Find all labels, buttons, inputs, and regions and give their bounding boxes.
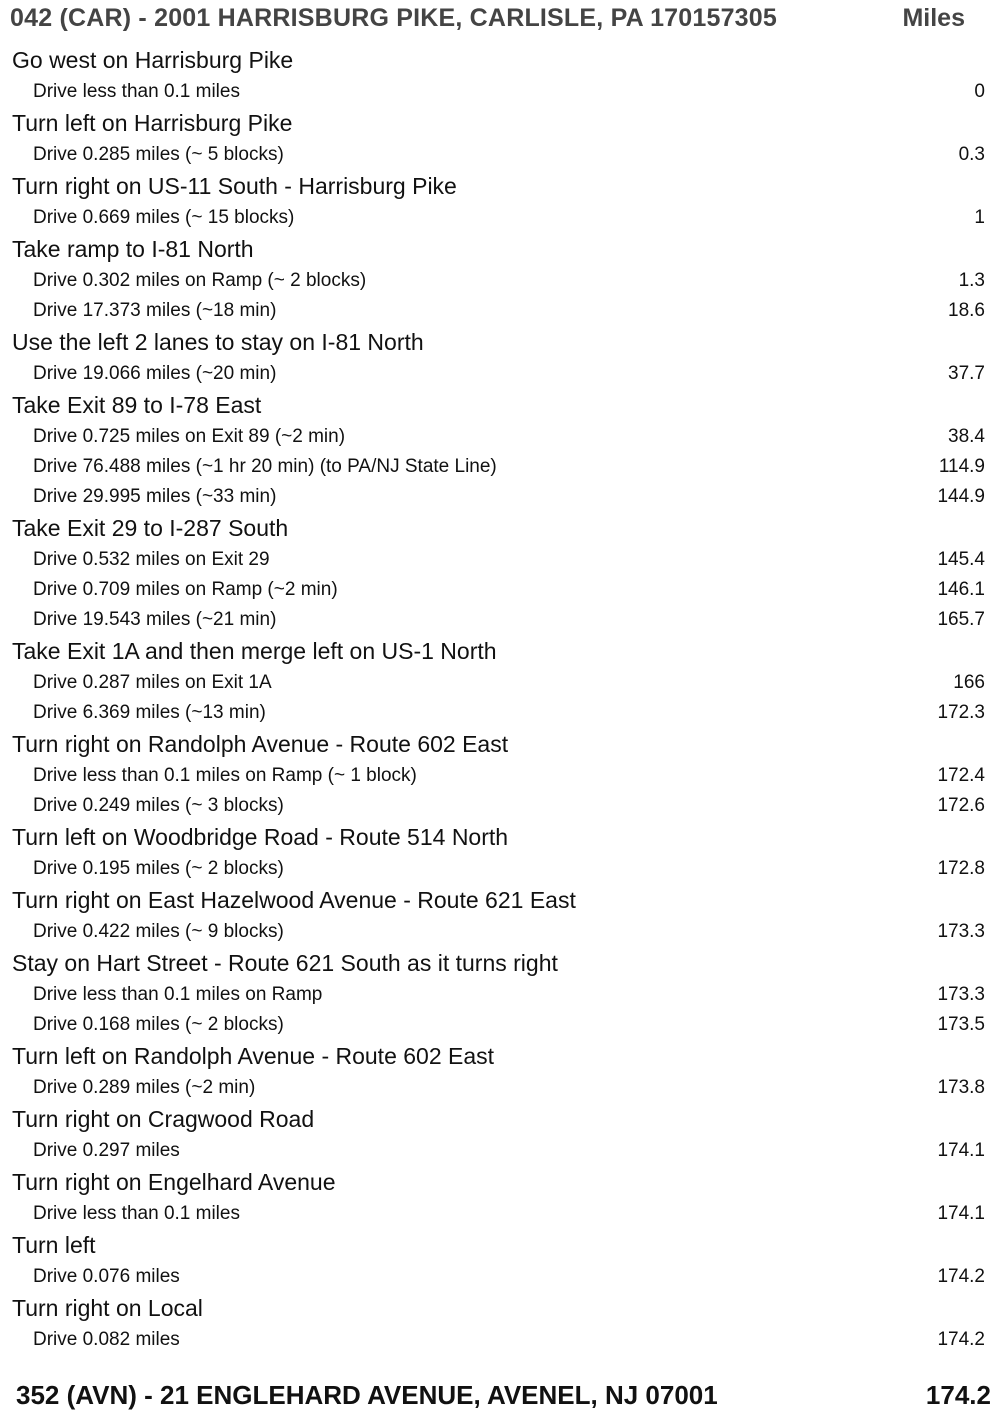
direction-step	[0, 233, 1001, 326]
drive-leg	[0, 1325, 1001, 1355]
leg-description: Drive 19.066 miles (~20 min)	[33, 363, 277, 384]
destination-address: 352 (AVN) - 21 ENGLEHARD AVENUE, AVENEL, NJ 07001	[16, 1380, 718, 1410]
direction-step	[0, 1229, 1001, 1292]
drive-leg	[0, 980, 1001, 1010]
leg-description: Drive 29.995 miles (~33 min)	[33, 486, 277, 507]
leg-description: Drive 0.725 miles on Exit 89 (~2 min)	[33, 426, 346, 447]
leg-description: Drive 0.287 miles on Exit 1A	[33, 672, 272, 693]
step-instruction: Take ramp to I-81 North	[12, 236, 254, 262]
leg-description: Drive 0.289 miles (~2 min)	[33, 1077, 256, 1098]
cumulative-miles: 172.3	[937, 702, 985, 723]
step-instruction: Turn left	[12, 1232, 96, 1258]
step-instruction: Turn right on Engelhard Avenue	[12, 1169, 336, 1195]
drive-leg	[0, 77, 1001, 107]
cumulative-miles: 173.3	[937, 921, 985, 942]
route-header	[10, 4, 985, 38]
miles-column-header: Miles	[902, 4, 965, 32]
cumulative-miles: 173.5	[937, 1014, 985, 1035]
leg-description: Drive 0.168 miles (~ 2 blocks)	[33, 1014, 284, 1035]
leg-description: Drive 19.543 miles (~21 min)	[33, 609, 277, 630]
cumulative-miles: 172.8	[937, 858, 985, 879]
step-instruction: Take Exit 1A and then merge left on US-1 North	[12, 638, 497, 664]
drive-leg	[0, 1136, 1001, 1166]
direction-step	[0, 884, 1001, 947]
leg-description: Drive 0.532 miles on Exit 29	[33, 549, 270, 570]
directions-list	[0, 44, 1001, 1355]
drive-leg	[0, 1073, 1001, 1103]
drive-leg	[0, 422, 1001, 452]
cumulative-miles: 1.3	[958, 270, 985, 291]
leg-description: Drive 0.082 miles	[33, 1329, 180, 1350]
drive-leg	[0, 575, 1001, 605]
cumulative-miles: 165.7	[937, 609, 985, 630]
step-instruction: Take Exit 29 to I-287 South	[12, 515, 289, 541]
drive-leg	[0, 698, 1001, 728]
cumulative-miles: 174.1	[937, 1140, 985, 1161]
step-instruction: Turn right on Randolph Avenue - Route 602 East	[12, 731, 509, 757]
direction-step	[0, 1292, 1001, 1355]
step-instruction: Turn right on US-11 South - Harrisburg Pike	[12, 173, 457, 199]
cumulative-miles: 146.1	[937, 579, 985, 600]
drive-leg	[0, 545, 1001, 575]
drive-leg	[0, 917, 1001, 947]
cumulative-miles: 174.2	[937, 1266, 985, 1287]
direction-step	[0, 635, 1001, 728]
step-instruction: Use the left 2 lanes to stay on I-81 North	[12, 329, 424, 355]
direction-step	[0, 1166, 1001, 1229]
leg-description: Drive 0.076 miles	[33, 1266, 180, 1287]
cumulative-miles: 172.6	[937, 795, 985, 816]
drive-leg	[0, 791, 1001, 821]
leg-description: Drive 6.369 miles (~13 min)	[33, 702, 266, 723]
step-instruction: Turn right on East Hazelwood Avenue - Route 621 East	[12, 887, 576, 913]
direction-step	[0, 728, 1001, 821]
drive-leg	[0, 296, 1001, 326]
cumulative-miles: 0.3	[958, 144, 985, 165]
cumulative-miles: 144.9	[937, 486, 985, 507]
cumulative-miles: 173.8	[937, 1077, 985, 1098]
step-instruction: Turn left on Harrisburg Pike	[12, 110, 293, 136]
drive-leg	[0, 761, 1001, 791]
leg-description: Drive 0.669 miles (~ 15 blocks)	[33, 207, 295, 228]
step-instruction: Turn left on Woodbridge Road - Route 514 North	[12, 824, 509, 850]
cumulative-miles: 18.6	[948, 300, 985, 321]
cumulative-miles: 174.2	[937, 1329, 985, 1350]
leg-description: Drive 0.422 miles (~ 9 blocks)	[33, 921, 284, 942]
leg-description: Drive 0.302 miles on Ramp (~ 2 blocks)	[33, 270, 367, 291]
direction-step	[0, 1103, 1001, 1166]
cumulative-miles: 174.1	[937, 1203, 985, 1224]
direction-step	[0, 512, 1001, 635]
route-footer	[16, 1380, 991, 1416]
step-instruction: Turn right on Local	[12, 1295, 203, 1321]
step-instruction: Stay on Hart Street - Route 621 South as it turns right	[12, 950, 558, 976]
direction-step	[0, 170, 1001, 233]
drive-leg	[0, 605, 1001, 635]
cumulative-miles: 172.4	[937, 765, 985, 786]
drive-leg	[0, 854, 1001, 884]
leg-description: Drive less than 0.1 miles	[33, 1203, 240, 1224]
leg-description: Drive 0.195 miles (~ 2 blocks)	[33, 858, 284, 879]
step-instruction: Go west on Harrisburg Pike	[12, 47, 294, 73]
cumulative-miles: 173.3	[937, 984, 985, 1005]
leg-description: Drive 0.709 miles on Ramp (~2 min)	[33, 579, 338, 600]
drive-leg	[0, 452, 1001, 482]
drive-leg	[0, 203, 1001, 233]
drive-leg	[0, 482, 1001, 512]
leg-description: Drive less than 0.1 miles on Ramp (~ 1 block)	[33, 765, 417, 786]
step-instruction: Turn right on Cragwood Road	[12, 1106, 315, 1132]
step-instruction: Take Exit 89 to I-78 East	[12, 392, 262, 418]
cumulative-miles: 0	[974, 81, 985, 102]
drive-leg	[0, 1199, 1001, 1229]
drive-leg	[0, 266, 1001, 296]
drive-leg	[0, 359, 1001, 389]
drive-leg	[0, 668, 1001, 698]
direction-step	[0, 389, 1001, 512]
leg-description: Drive 76.488 miles (~1 hr 20 min) (to PA/NJ State Line)	[33, 456, 497, 477]
drive-leg	[0, 140, 1001, 170]
cumulative-miles: 37.7	[948, 363, 985, 384]
cumulative-miles: 166	[953, 672, 985, 693]
leg-description: Drive 0.285 miles (~ 5 blocks)	[33, 144, 284, 165]
leg-description: Drive less than 0.1 miles on Ramp	[33, 984, 323, 1005]
cumulative-miles: 38.4	[948, 426, 985, 447]
leg-description: Drive less than 0.1 miles	[33, 81, 240, 102]
cumulative-miles: 1	[974, 207, 985, 228]
direction-step	[0, 1040, 1001, 1103]
drive-leg	[0, 1010, 1001, 1040]
leg-description: Drive 0.297 miles	[33, 1140, 180, 1161]
cumulative-miles: 145.4	[937, 549, 985, 570]
leg-description: Drive 17.373 miles (~18 min)	[33, 300, 277, 321]
cumulative-miles: 114.9	[938, 456, 985, 477]
total-miles: 174.2	[925, 1380, 991, 1410]
origin-address: 042 (CAR) - 2001 HARRISBURG PIKE, CARLISLE, PA 170157305	[10, 4, 777, 32]
direction-step	[0, 821, 1001, 884]
step-instruction: Turn left on Randolph Avenue - Route 602 East	[12, 1043, 495, 1069]
leg-description: Drive 0.249 miles (~ 3 blocks)	[33, 795, 284, 816]
direction-step	[0, 326, 1001, 389]
direction-step	[0, 44, 1001, 107]
direction-step	[0, 947, 1001, 1040]
drive-leg	[0, 1262, 1001, 1292]
direction-step	[0, 107, 1001, 170]
